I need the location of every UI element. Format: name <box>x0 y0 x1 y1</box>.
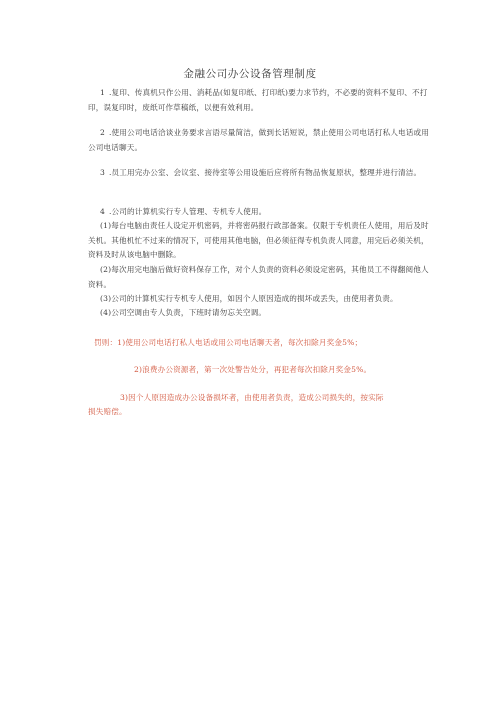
paragraph-number: 4 <box>100 207 105 216</box>
paragraph-3 <box>88 166 430 181</box>
paragraph-2 <box>88 126 430 155</box>
document-title: 金融公司办公设备管理制度 <box>183 68 317 80</box>
paragraph-text: .复印、传真机只作公用、消耗品(如复印纸、打印纸)要力求节约，不必要的资料不复印、不打印，误复印时，废纸可作草稿纸，以便有效利用。 <box>88 88 428 112</box>
paragraph-number: 1 <box>100 88 105 97</box>
penalty-rule-3-continued: 损失赔偿。 <box>88 407 127 416</box>
paragraph-text: .使用公司电话洽谈业务要求言语尽量简洁，做到长话短说，禁止使用公司电话打私人电话或用公司电话聊天。 <box>88 128 430 152</box>
penalty-rule-2: 2)浪费办公资源者，第一次处警告处分，再犯者每次扣除月奖金5%。 <box>134 365 372 374</box>
paragraph-1 <box>88 86 430 115</box>
paragraph-number: 2 <box>100 128 105 137</box>
paragraph-4 <box>88 205 430 220</box>
paragraph-number: 3 <box>100 168 105 177</box>
paragraph-text: .员工用完办公室、会议室、接待室等公用设施后应将所有物品恢复原状，整理并进行清洁。 <box>108 168 422 177</box>
penalty-rule-3: 3)因个人原因造成办公设备损坏者，由使用者负责，造成公司损失的，按实际 <box>120 393 384 402</box>
sub-item-3: (3)公司的计算机实行专机专人使用，如因个人原因造成的损坏或丢失，由使用者负责。 <box>100 294 398 303</box>
sub-item-4: (4)公司空调由专人负责，下班时请勿忘关空调。 <box>100 308 267 317</box>
paragraph-text: .公司的计算机实行专人管理、专机专人使用。 <box>108 207 267 216</box>
penalty-rule-1: 罚则：1)使用公司电话打私人电话或用公司电话聊天者，每次扣除月奖金5%； <box>94 338 363 347</box>
sub-item-2: (2)每次用完电脑后做好资料保存工作，对个人负责的资料必须设定密码，其他员工不得翻阅他人资料。 <box>88 265 429 289</box>
sub-item-1: (1)每台电脑由责任人设定开机密码，并将密码报行政部备案。仅限于专机责任人使用，用后及时关机。其他机忙不过来的情况下，可使用其他电脑，但必须征得专机负责人同意，用完后必须关机，资料及时从该电脑中删除。 <box>88 221 429 259</box>
